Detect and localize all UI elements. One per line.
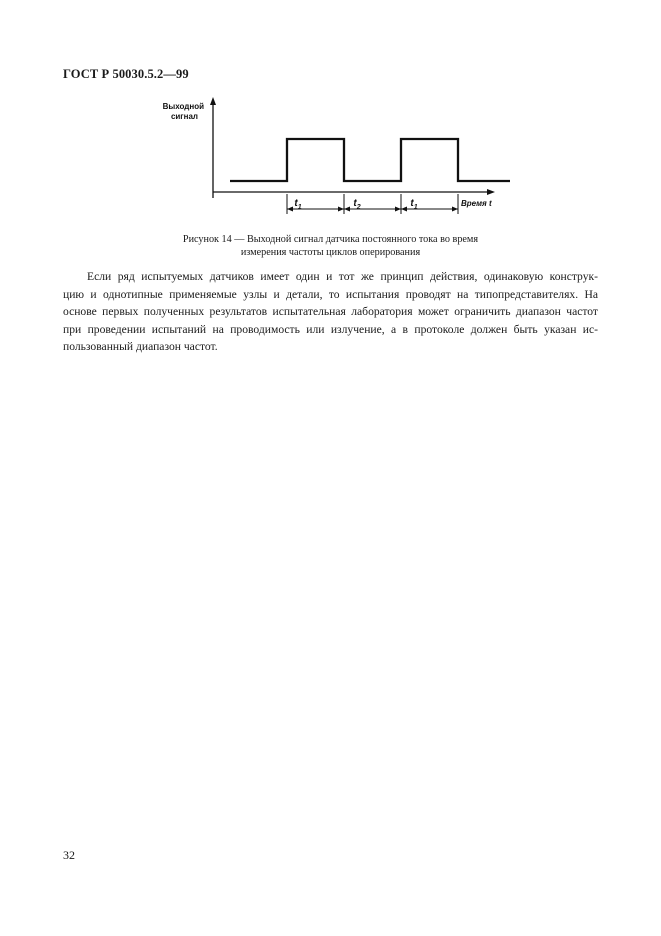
x-axis-label: Время t (461, 199, 492, 208)
interval-label-t1-first: $t_1$ (294, 198, 302, 211)
paragraph-line: пользованный диапазон частот. (63, 340, 218, 354)
x-axis-arrow (487, 189, 495, 195)
interval-dimensions (287, 207, 458, 212)
y-axis-label-line1: Выходной (162, 102, 204, 111)
figure-caption (120, 234, 541, 259)
transition-ticks (287, 194, 458, 214)
paragraph-line: основе первых полученных результатов испытательная лаборатория может ограничить диапазон частот (63, 305, 598, 319)
paragraph-line: цию и однотипные применяемые узлы и детали, то испытания проводят на типопредставителях. На (63, 287, 598, 301)
caption-line-2: измерения частоты циклов оперирования (240, 246, 421, 258)
page-number: 32 (63, 848, 75, 862)
paragraph-line: Если ряд испытуемых датчиков имеет один и тот же принцип действия, одинаковую конструк- (87, 270, 598, 283)
y-axis-label-line2: сигнал (170, 112, 198, 121)
body-paragraph (63, 268, 598, 356)
dimension-arrow-left (287, 207, 293, 212)
interval-label-t2: $t_2$ (353, 198, 361, 211)
dimension-arrow-right (395, 207, 401, 212)
interval-label-t1-second: $t_1$ (410, 198, 418, 211)
signal-series-line (230, 139, 510, 181)
document-header: ГОСТ Р 50030.5.2—99 (63, 67, 189, 81)
paragraph-line: при проведении испытаний на проводимость или излучение, а в протоколе должен быть указан ис- (63, 322, 598, 336)
caption-line-1: Рисунок 14 — Выходной сигнал датчика постоянного тока во время (182, 234, 479, 245)
dimension-arrow-left (401, 207, 407, 212)
figure-14 (150, 95, 510, 225)
signal-chart (150, 95, 510, 225)
dimension-arrow-left (344, 207, 350, 212)
dimension-arrow-right (452, 207, 458, 212)
dimension-arrow-right (338, 207, 344, 212)
y-axis-arrow (210, 97, 216, 105)
